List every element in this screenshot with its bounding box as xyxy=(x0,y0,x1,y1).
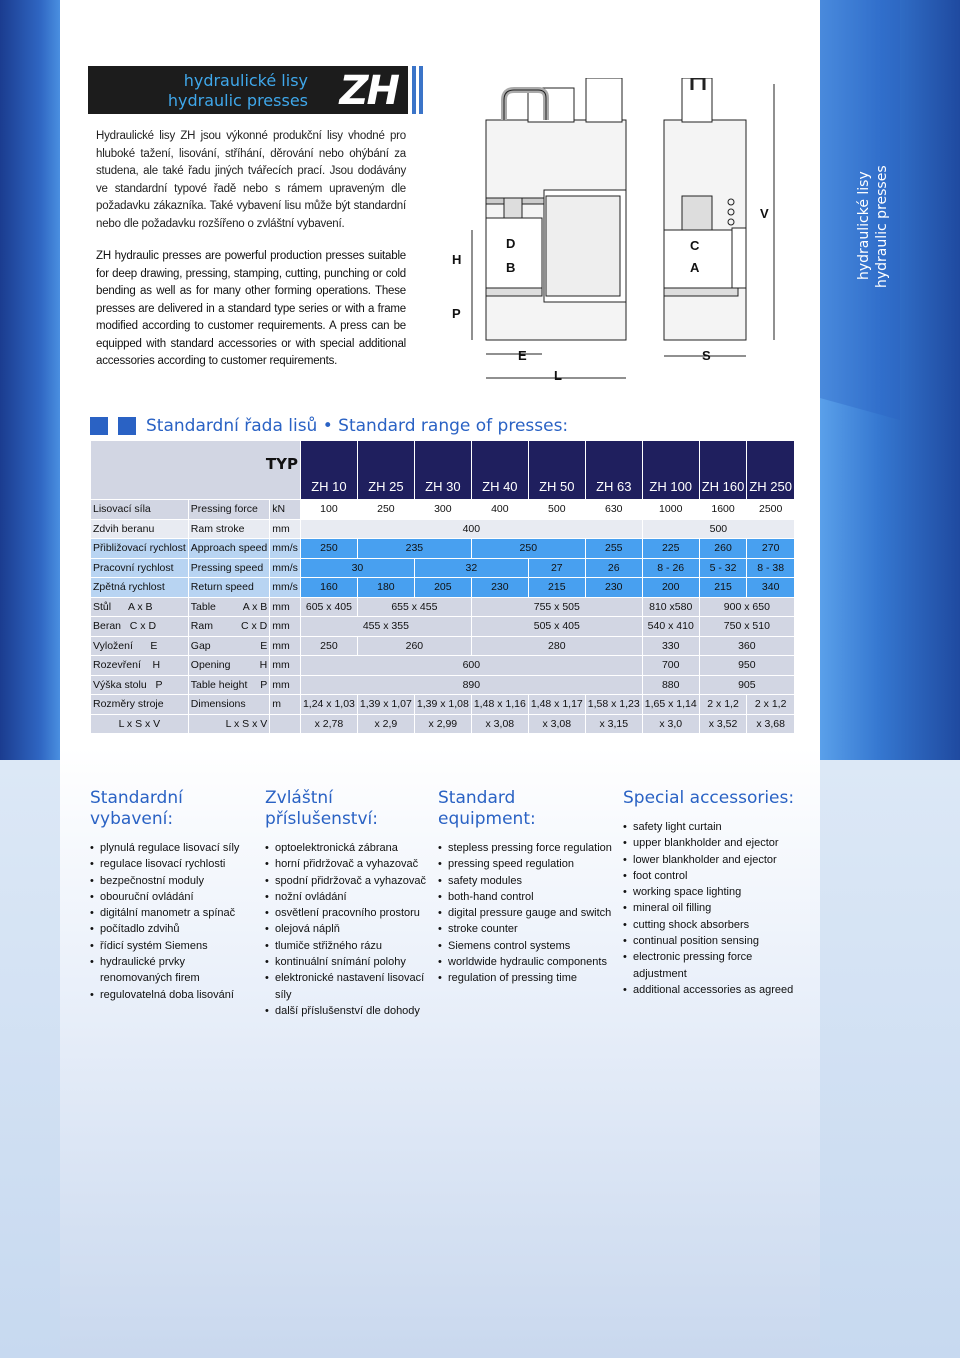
row-label-cz: Stůl A x B xyxy=(91,597,189,617)
row-label-cz: Rozevření H xyxy=(91,656,189,676)
table-cell: 230 xyxy=(471,578,528,598)
row-unit: mm xyxy=(270,675,301,695)
row-label-cz: Beran C x D xyxy=(91,617,189,637)
table-cell: x 3,68 xyxy=(747,714,795,734)
row-label-en-text: Gap xyxy=(190,639,211,652)
list-item: • Siemens control systems xyxy=(438,938,613,954)
list-item: • tlumiče střižného rázu xyxy=(265,938,430,954)
row-label-en-text: Ram xyxy=(190,620,213,633)
row-label-en: Ram stroke xyxy=(188,519,269,539)
model-header: ZH 63 xyxy=(585,441,642,500)
table-row-gap xyxy=(91,636,795,656)
item-list xyxy=(265,840,430,1019)
list-item: • kontinuální snímání polohy xyxy=(265,954,430,970)
row-label-en: Pressing force xyxy=(188,500,269,520)
list-item: • continual position sensing xyxy=(623,933,798,949)
list-item: • pressing speed regulation xyxy=(438,856,613,872)
table-row-return xyxy=(91,578,795,598)
row-label-cz: Přibližovací rychlost xyxy=(91,539,189,559)
table-cell: 5 - 32 xyxy=(699,558,747,578)
row-label-cz: Rozměry stroje xyxy=(91,695,189,715)
column-title: Zvláštní příslušenství: xyxy=(265,788,378,829)
table-cell: 330 xyxy=(642,636,699,656)
list-item: • plynulá regulace lisovací síly xyxy=(90,840,250,856)
list-item: • safety modules xyxy=(438,873,613,889)
table-cell: 1,48 x 1,16 xyxy=(471,695,528,715)
table-cell: 8 - 26 xyxy=(642,558,699,578)
list-item: • mineral oil filling xyxy=(623,900,798,916)
column-special-cz xyxy=(265,788,430,1019)
list-item: • regulace lisovací rychlosti xyxy=(90,856,250,872)
list-item: • olejová náplň xyxy=(265,921,430,937)
table-row-force xyxy=(91,500,795,520)
list-item: • upper blankholder and ejector xyxy=(623,835,798,851)
side-brand xyxy=(820,0,960,420)
model-header: ZH 40 xyxy=(471,441,528,500)
typ-label: TYP xyxy=(91,441,301,500)
table-cell: 500 xyxy=(528,500,585,520)
title-bar xyxy=(88,66,408,114)
row-label-en: Pressing speed xyxy=(188,558,269,578)
row-label-en-dim: C x D xyxy=(241,620,268,633)
row-label-cz: Výška stolu P xyxy=(91,675,189,695)
table-cell: 505 x 405 xyxy=(471,617,642,637)
column-standard-en xyxy=(438,788,613,987)
row-label-en-dim: A x B xyxy=(242,600,268,613)
zh-logo: ZH xyxy=(339,68,398,114)
model-header: ZH 30 xyxy=(414,441,471,500)
table-cell: 200 xyxy=(642,578,699,598)
bullet-square-icon xyxy=(90,417,108,435)
table-cell: x 3,08 xyxy=(471,714,528,734)
list-item: • digitální manometr a spínač xyxy=(90,905,250,921)
title-cz: hydraulické lisy xyxy=(183,71,308,90)
list-item: • safety light curtain xyxy=(623,819,798,835)
row-label-cz: L x S x V xyxy=(91,714,189,734)
diagram-label-s: S xyxy=(702,348,711,363)
table-cell: 260 xyxy=(357,636,471,656)
table-cell: 260 xyxy=(699,539,747,559)
table-cell: 27 xyxy=(528,558,585,578)
table-cell: 225 xyxy=(642,539,699,559)
table-cell: 205 xyxy=(414,578,471,598)
diagram-label-b: B xyxy=(506,260,516,275)
list-item: • nožní ovládání xyxy=(265,889,430,905)
row-label-en: Dimensions xyxy=(188,695,269,715)
table-cell: 950 xyxy=(699,656,794,676)
list-item: • worldwide hydraulic components xyxy=(438,954,613,970)
table-cell: 1,58 x 1,23 xyxy=(585,695,642,715)
table-cell: 32 xyxy=(414,558,528,578)
row-unit: kN xyxy=(270,500,301,520)
intro-en: ZH hydraulic presses are powerful production presses suitable for deep drawing, pressing, stamping, cutting, punching or cold bending as well as for many other forming operations. These presses are delivered in a standard type series or with a frame modified according to customer requirements. A press can be equipped with standard accessories or with special additional accessories according to customer requirements. xyxy=(96,250,406,367)
column-special-en xyxy=(623,788,798,998)
column-title: Standardní vybavení: xyxy=(90,788,183,829)
press-diagram xyxy=(446,78,806,388)
table-cell: 810 x580 xyxy=(642,597,699,617)
row-label-en xyxy=(188,675,269,695)
table-cell: x 3,0 xyxy=(642,714,699,734)
side-title-cz: hydraulické lisy xyxy=(856,171,872,280)
table-cell: 1,65 x 1,14 xyxy=(642,695,699,715)
row-label-en-text: Opening xyxy=(190,659,231,672)
table-cell: x 2,9 xyxy=(357,714,414,734)
table-cell: 755 x 505 xyxy=(471,597,642,617)
row-label-cz: Lisovací síla xyxy=(91,500,189,520)
row-label-cz: Zpětná rychlost xyxy=(91,578,189,598)
row-unit: m xyxy=(270,695,301,715)
diagram-label-a: A xyxy=(690,260,700,275)
item-list xyxy=(623,819,798,998)
table-cell: 2500 xyxy=(747,500,795,520)
table-cell: 600 xyxy=(300,656,642,676)
table-cell: x 2,78 xyxy=(300,714,357,734)
table-cell: 540 x 410 xyxy=(642,617,699,637)
side-title-en: hydraulic presses xyxy=(874,165,890,288)
list-item: • optoelektronická zábrana xyxy=(265,840,430,856)
list-item: • elektronické nastavení lisovací síly xyxy=(265,970,430,1003)
row-label-cz: Pracovní rychlost xyxy=(91,558,189,578)
row-unit: mm xyxy=(270,656,301,676)
table-cell: 2 x 1,2 xyxy=(747,695,795,715)
list-item: • digital pressure gauge and switch xyxy=(438,905,613,921)
table-cell: 1000 xyxy=(642,500,699,520)
table-cell: 215 xyxy=(528,578,585,598)
table-cell: 250 xyxy=(357,500,414,520)
table-cell: 630 xyxy=(585,500,642,520)
intro-cz: Hydraulické lisy ZH jsou výkonné produkční lisy vhodné pro hluboké tažení, lisování, stříhání, děrování nebo ohýbání za studena, ale také řadu jiných tvářecích prací. Jsou dodávány ve standardní typové řadě nebo s rámem upraveným dle požadavku zákazníka. Také vybavení lisu může být standardní nebo dle požadavku rozšířeno o zvláštní vybavení. xyxy=(96,130,406,230)
diagram-label-p: P xyxy=(452,306,461,321)
title-stripes xyxy=(412,66,428,114)
table-row-dimensions-bottom xyxy=(91,714,795,734)
list-item: • spodní přidržovač a vyhazovač xyxy=(265,873,430,889)
table-cell: 1,24 x 1,03 xyxy=(300,695,357,715)
table-row-pressing xyxy=(91,558,795,578)
model-header: ZH 100 xyxy=(642,441,699,500)
list-item: • stroke counter xyxy=(438,921,613,937)
table-cell: 2 x 1,2 xyxy=(699,695,747,715)
table-cell: 1,39 x 1,07 xyxy=(357,695,414,715)
table-cell: 30 xyxy=(300,558,414,578)
list-item: • electronic pressing force adjustment xyxy=(623,949,798,982)
table-cell: x 2,99 xyxy=(414,714,471,734)
row-unit: mm/s xyxy=(270,558,301,578)
row-label-en-dim: E xyxy=(260,639,268,652)
row-label-en xyxy=(188,597,269,617)
table-header-row xyxy=(91,441,795,500)
table-cell: 500 xyxy=(642,519,794,539)
table-cell: 280 xyxy=(471,636,642,656)
table-cell: 300 xyxy=(414,500,471,520)
model-header: ZH 25 xyxy=(357,441,414,500)
row-unit xyxy=(270,714,301,734)
model-header: ZH 10 xyxy=(300,441,357,500)
table-cell: 700 xyxy=(642,656,699,676)
table-cell: 215 xyxy=(699,578,747,598)
column-standard-cz xyxy=(90,788,250,1003)
diagram-label-d: D xyxy=(506,236,516,251)
row-label-en-dim: P xyxy=(260,678,268,691)
table-cell: 360 xyxy=(699,636,794,656)
table-cell: 230 xyxy=(585,578,642,598)
table-row-dimensions-top xyxy=(91,695,795,715)
list-item: • bezpečnostní moduly xyxy=(90,873,250,889)
model-header: ZH 160 xyxy=(699,441,747,500)
list-item: • stepless pressing force regulation xyxy=(438,840,613,856)
table-cell: 890 xyxy=(300,675,642,695)
table-cell: 250 xyxy=(471,539,585,559)
list-item: • additional accessories as agreed xyxy=(623,982,798,998)
table-cell: 340 xyxy=(747,578,795,598)
row-label-en: Approach speed xyxy=(188,539,269,559)
list-item: • lower blankholder and ejector xyxy=(623,852,798,868)
table-cell: 750 x 510 xyxy=(699,617,794,637)
table-row-approach xyxy=(91,539,795,559)
table-row-height xyxy=(91,675,795,695)
section-title: Standardní řada lisů • Standard range of presses: xyxy=(146,416,569,436)
table-cell: 255 xyxy=(585,539,642,559)
bullet-square-icon xyxy=(118,417,136,435)
table-cell: 905 xyxy=(699,675,794,695)
table-cell: 455 x 355 xyxy=(300,617,471,637)
list-item: • working space lighting xyxy=(623,884,798,900)
item-list xyxy=(438,840,613,987)
table-cell: 1,48 x 1,17 xyxy=(528,695,585,715)
row-unit: mm xyxy=(270,636,301,656)
table-cell: 160 xyxy=(300,578,357,598)
table-cell: 270 xyxy=(747,539,795,559)
row-unit: mm xyxy=(270,597,301,617)
table-row-opening xyxy=(91,656,795,676)
model-header: ZH 50 xyxy=(528,441,585,500)
list-item: • regulation of pressing time xyxy=(438,970,613,986)
model-header: ZH 250 xyxy=(747,441,795,500)
row-unit: mm/s xyxy=(270,578,301,598)
row-label-cz: Vyložení E xyxy=(91,636,189,656)
table-cell: 900 x 650 xyxy=(699,597,794,617)
row-label-en: Return speed xyxy=(188,578,269,598)
diagram-label-c: C xyxy=(690,238,700,253)
table-cell: 1600 xyxy=(699,500,747,520)
table-cell: 880 xyxy=(642,675,699,695)
list-item: • řídicí systém Siemens xyxy=(90,938,250,954)
row-label-en-text: Table xyxy=(190,600,216,613)
table-cell: 8 - 38 xyxy=(747,558,795,578)
spec-table xyxy=(90,440,795,734)
row-unit: mm xyxy=(270,519,301,539)
diagram-label-v: V xyxy=(760,206,769,221)
table-cell: x 3,52 xyxy=(699,714,747,734)
list-item: • počítadlo zdvihů xyxy=(90,921,250,937)
row-unit: mm/s xyxy=(270,539,301,559)
row-label-en xyxy=(188,617,269,637)
diagram-label-l: L xyxy=(554,368,562,383)
list-item: • cutting shock absorbers xyxy=(623,917,798,933)
table-row-ram xyxy=(91,617,795,637)
diagram-label-h: H xyxy=(452,252,462,267)
list-item: • foot control xyxy=(623,868,798,884)
table-cell: 250 xyxy=(300,636,357,656)
item-list xyxy=(90,840,250,1003)
table-row-stroke xyxy=(91,519,795,539)
table-cell: 655 x 455 xyxy=(357,597,471,617)
diagram-label-e: E xyxy=(518,348,527,363)
row-label-en xyxy=(188,656,269,676)
table-cell: 605 x 405 xyxy=(300,597,357,617)
list-item: • hydraulické prvky renomovaných firem xyxy=(90,954,250,987)
row-unit: mm xyxy=(270,617,301,637)
section-heading xyxy=(90,416,568,436)
row-label-en-text: Table height xyxy=(190,678,248,691)
table-cell: 100 xyxy=(300,500,357,520)
list-item: • další příslušenství dle dohody xyxy=(265,1003,430,1019)
table-cell: 26 xyxy=(585,558,642,578)
table-cell: x 3,15 xyxy=(585,714,642,734)
row-label-en: L x S x V xyxy=(188,714,269,734)
row-label-cz: Zdvih beranu xyxy=(91,519,189,539)
list-item: • osvětlení pracovního prostoru xyxy=(265,905,430,921)
table-cell: 1,39 x 1,08 xyxy=(414,695,471,715)
table-cell: x 3,08 xyxy=(528,714,585,734)
row-label-en-dim: H xyxy=(259,659,268,672)
list-item: • horní přidržovač a vyhazovač xyxy=(265,856,430,872)
list-item: • obouruční ovládání xyxy=(90,889,250,905)
list-item: • regulovatelná doba lisování xyxy=(90,987,250,1003)
column-title: Special accessories: xyxy=(623,788,795,808)
table-cell: 250 xyxy=(300,539,357,559)
list-item: • both-hand control xyxy=(438,889,613,905)
table-cell: 235 xyxy=(357,539,471,559)
title-en: hydraulic presses xyxy=(167,91,308,110)
row-label-en xyxy=(188,636,269,656)
column-title: Standard equipment: xyxy=(438,788,536,829)
table-cell: 400 xyxy=(300,519,642,539)
table-cell: 180 xyxy=(357,578,414,598)
table-cell: 400 xyxy=(471,500,528,520)
table-row-table xyxy=(91,597,795,617)
